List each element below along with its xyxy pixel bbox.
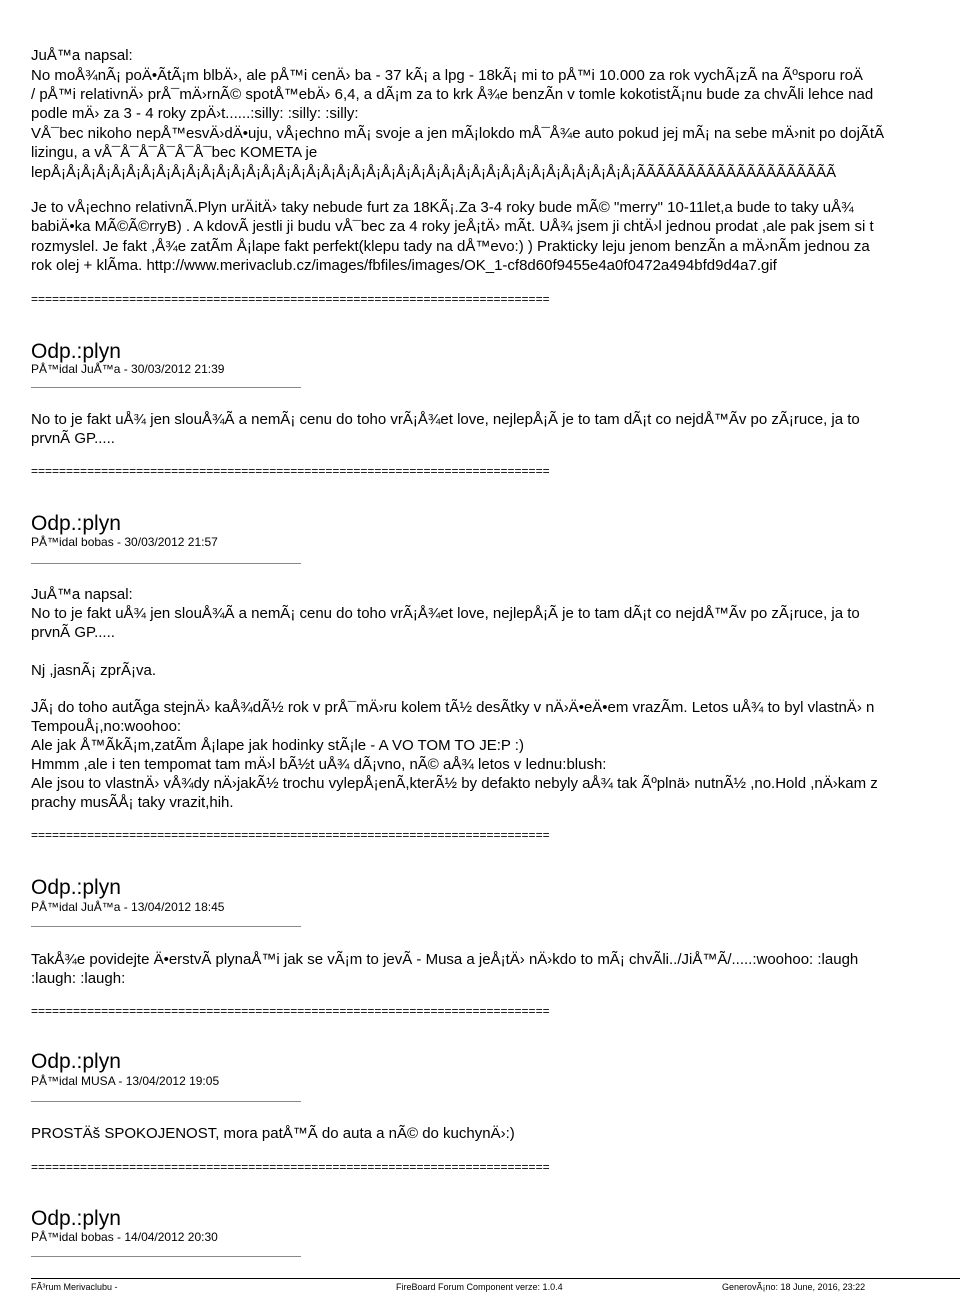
post-body-line: No to je fakt uÅ¾ jen slouÅ¾Ã a nemÃ¡ cenu do toho vrÃ¡Å¾et love, nejlepÅ¡Ã je to tam dÃ¡t co nejdÅ™Ãv po zÃ¡ruce, ja to <box>31 411 860 428</box>
intro-line: rok olej + klÃma. http://www.merivaclub.cz/images/fbfiles/images/OK_1-cf8d60f9455e4a0f0472a494bfd9d4a7.gif <box>31 257 777 274</box>
post-separator: ========================================================================== <box>31 292 550 306</box>
post-meta-rule <box>31 926 301 927</box>
post-meta: PÅ™idal MUSA - 13/04/2012 19:05 <box>31 1074 220 1088</box>
post-meta-rule <box>31 1256 301 1257</box>
post-heading: Odp.:plyn <box>31 340 121 363</box>
intro-line: JuÅ™a napsal: <box>31 47 133 64</box>
intro-line: podle mÄ› za 3 - 4 roky zpÄ›t......:silly: :silly: :silly: <box>31 105 359 122</box>
post-body-line: Ale jak Å™ÃkÃ¡m,zatÃm Å¡lape jak hodinky stÃ¡le - A VO TOM TO JE:P :) <box>31 737 524 754</box>
post-heading: Odp.:plyn <box>31 1207 121 1230</box>
post-body-line: prvnÃ GP..... <box>31 624 115 641</box>
post-heading: Odp.:plyn <box>31 1050 121 1073</box>
footer-generated-date: GenerovÃ¡no: 18 June, 2016, 23:22 <box>722 1282 866 1292</box>
post-body-line: Ale jsou to vlastnÄ› vÅ¾dy nÄ›jakÃ½ trochu vylepÅ¡enÃ,kterÃ½ by defakto nebyly aÅ¾ tak Ãºplnä› nutnÃ½ ,no.Hold ,nÄ›kam z <box>31 775 878 792</box>
intro-line: / pÅ™i relativnÄ› prÅ¯mÄ›rnÃ© spotÅ™ebÄ› 6,4, a dÃ¡m za to krk Å¾e benzÃn v tomle kokotistÃ¡nu bude za chvÃli lehce nad <box>31 86 874 103</box>
intro-line: babiÄ•ka MÃ©Ã©rryB) . A kdovÃ jestli ji budu vÅ¯bec za 4 roky jeÅ¡tÄ› mÃt. UÅ¾ jsem ji chtÄ›l jednou prodat ,ale pak jsem si t <box>31 218 874 235</box>
post-separator: ========================================================================== <box>31 1004 550 1018</box>
post-heading: Odp.:plyn <box>31 876 121 899</box>
intro-line: lizingu, a vÅ¯Å¯Å¯Å¯Å¯Å¯bec KOMETA je <box>31 144 318 161</box>
intro-line: lepÅ¡Å¡Å¡Å¡Å¡Å¡Å¡Å¡Å¡Å¡Å¡Å¡Å¡Å¡Å¡Å¡Å¡Å¡Å¡Å¡Å¡Å¡Å¡Å¡Å¡Å¡Å¡Å¡Å¡Å¡Å¡Å¡Å¡Å¡Å¡Å¡Å¡Å¡Å¡ÃÃÃÃÃÃÃÃÃÃÃÃÃÃÃÃÃÃÃÃ <box>31 164 837 181</box>
footer-component-version: FireBoard Forum Component verze: 1.0.4 <box>396 1282 563 1292</box>
post-body-line: PROSTÄš SPOKOJENOST, mora patÅ™Ã do auta a nÃ© do kuchynÄ›:) <box>31 1125 515 1142</box>
post-body-line: JuÅ™a napsal: <box>31 586 133 603</box>
post-meta: PÅ™idal JuÅ™a - 13/04/2012 18:45 <box>31 900 225 914</box>
post-separator: ========================================================================== <box>31 1160 550 1174</box>
intro-line: VÅ¯bec nikoho nepÅ™esvÄ›dÄ•uju, vÅ¡echno mÃ¡ svoje a jen mÃ¡lokdo mÅ¯Å¾e auto pokud jej mÃ¡ na sebe mÄ›nit po dojÃtÃ <box>31 125 885 142</box>
post-body-line: prachy musÃÅ¡ taky vrazit,hih. <box>31 794 234 811</box>
post-body-line: Hmmm ,ale i ten tempomat tam mÄ›l bÃ½t uÅ¾ dÃ¡vno, nÃ© aÅ¾ letos v lednu:blush: <box>31 756 607 773</box>
intro-line: No moÅ¾nÃ¡ poÄ•ÃtÃ¡m blbÄ›, ale pÅ™i cenÄ› ba - 37 kÃ¡ a lpg - 18kÃ¡ mi to pÅ™i 10.000 za rok vychÃ¡zÃ na Ãºsporu roÄ <box>31 67 863 84</box>
post-body-line: TakÅ¾e povidejte Ä•erstvÃ plynaÅ™i jak se vÃ¡m to jevÃ - Musa a jeÅ¡tÄ› nÄ›kdo to mÃ¡ chvÃli../JiÅ™Ã/.....:woohoo: :laugh <box>31 951 859 968</box>
post-meta-rule <box>31 563 301 564</box>
post-body-line: Nj ,jasnÃ¡ zprÃ¡va. <box>31 662 157 679</box>
post-separator: ========================================================================== <box>31 464 550 478</box>
post-heading: Odp.:plyn <box>31 512 121 535</box>
footer-site-name: FÃ³rum Merivaclubu - <box>31 1282 118 1292</box>
post-meta: PÅ™idal bobas - 14/04/2012 20:30 <box>31 1230 218 1244</box>
post-body-line: :laugh: :laugh: <box>31 970 126 987</box>
intro-line: rozmyslel. Je fakt ,Å¾e zatÃm Å¡lape fakt perfekt(klepu tady na dÅ™evo:) ) Prakticky leju jenom benzÃn a mÄ›nÃm jednou za <box>31 238 870 255</box>
intro-line: Je to vÅ¡echno relativnÃ.Plyn urÄitÄ› taky nebude furt za 18KÃ¡.Za 3-4 roky bude mÃ© "merry" 10-11let,a bude to taky uÅ¾ <box>31 199 854 216</box>
post-meta-rule <box>31 1101 301 1102</box>
post-body-line: JÃ¡ do toho autÃga stejnÄ› kaÅ¾dÃ½ rok v prÅ¯mÄ›ru kolem tÃ½ desÃtky v nÄ›Ä•eÄ•em vrazÃm. Letos uÅ¾ to byl vlastnÄ› n <box>31 699 875 716</box>
post-body-line: prvnÃ GP..... <box>31 430 115 447</box>
post-meta: PÅ™idal bobas - 30/03/2012 21:57 <box>31 535 218 549</box>
post-separator: ========================================================================== <box>31 828 550 842</box>
post-body-line: TempouÅ¡,no:woohoo: <box>31 718 182 735</box>
footer-divider <box>31 1278 960 1279</box>
post-meta: PÅ™idal JuÅ™a - 30/03/2012 21:39 <box>31 362 225 376</box>
post-body-line: No to je fakt uÅ¾ jen slouÅ¾Ã a nemÃ¡ cenu do toho vrÃ¡Å¾et love, nejlepÅ¡Ã je to tam dÃ¡t co nejdÅ™Ãv po zÃ¡ruce, ja to <box>31 605 860 622</box>
post-meta-rule <box>31 387 301 388</box>
